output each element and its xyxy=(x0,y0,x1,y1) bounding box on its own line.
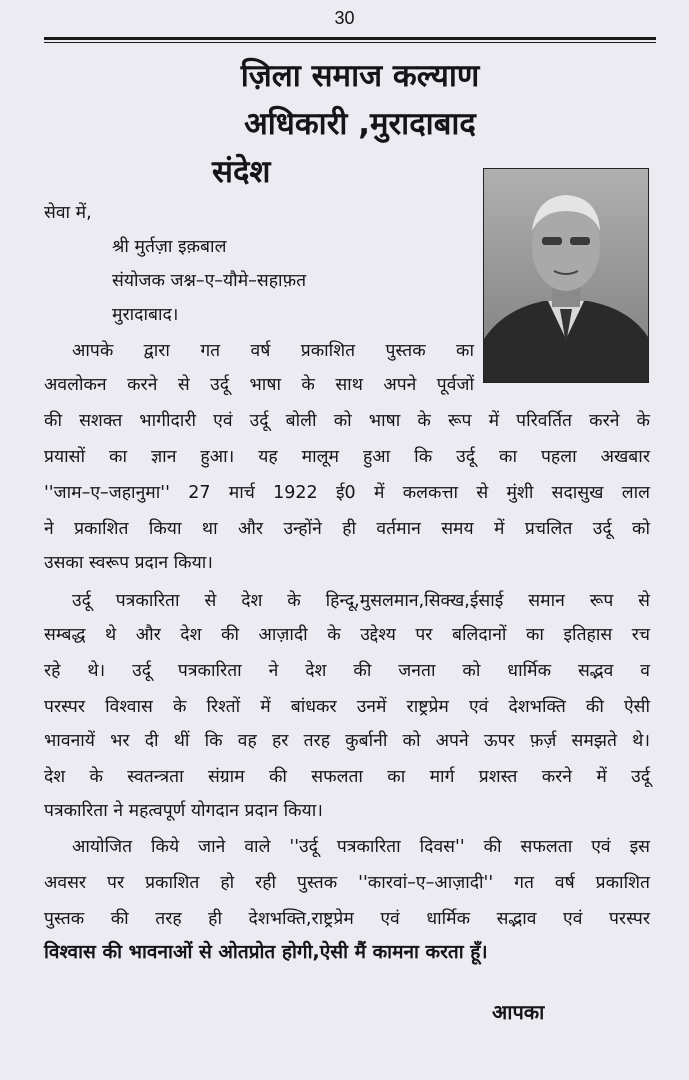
body-line: ने प्रकाशित किया था और उन्होंने ही वर्तमान समय में प्रचलित उर्दू को xyxy=(44,519,650,539)
body-line: परस्पर विश्वास के रिश्तों में बांधकर उनमें राष्ट्रप्रेम एवं देशभक्ति की ऐसी xyxy=(44,697,650,717)
body-line: उसका स्वरूप प्रदान किया। xyxy=(44,553,213,573)
message-heading: संदेश xyxy=(212,154,271,190)
title-line-2: अधिकारी ,मुरादाबाद xyxy=(244,106,476,142)
body-line: पत्रकारिता ने महत्वपूर्ण योगदान प्रदान किया। xyxy=(44,801,323,821)
recipient-name: श्री मुर्तज़ा इक़बाल xyxy=(112,237,227,257)
body-line: सम्बद्ध थे और देश की आज़ादी के उद्देश्य पर बलिदानों का इतिहास रच xyxy=(44,625,650,645)
portrait-photo xyxy=(483,168,649,383)
body-line: उर्दू पत्रकारिता से देश के हिन्दू,मुसलमान,सिक्ख,ईसाई समान रूप से xyxy=(72,591,650,611)
body-line: पुस्तक की तरह ही देशभक्ति,राष्ट्रप्रेम एवं धार्मिक सद्भाव एवं परस्पर xyxy=(44,909,650,929)
body-line: ''जाम–ए–जहानुमा'' 27 मार्च 1922 ई0 में कलकत्ता से मुंशी सदासुख लाल xyxy=(44,483,650,503)
body-line: अवलोकन करने से उर्दू भाषा के साथ अपने पूर्वजों xyxy=(44,375,474,395)
recipient-city: मुरादाबाद। xyxy=(112,305,179,325)
body-line: अवसर पर प्रकाशित हो रही पुस्तक ''कारवां–ए–आज़ादी'' गत वर्ष प्रकाशित xyxy=(44,873,650,893)
body-line: भावनायें भर दी थीं कि वह हर तरह कुर्बानी को अपने ऊपर फ़र्ज़ समझते थे। xyxy=(44,731,650,751)
body-line: आयोजित किये जाने वाले ''उर्दू पत्रकारिता दिवस'' की सफलता एवं इस xyxy=(72,837,650,857)
greeting: सेवा में, xyxy=(44,203,92,223)
body-line: रहे थे। उर्दू पत्रकारिता ने देश की जनता को धार्मिक सद्भव व xyxy=(44,661,650,681)
page-number: 30 xyxy=(334,8,355,28)
portrait-photo-icon xyxy=(484,169,648,382)
title-line-1: ज़िला समाज कल्याण xyxy=(240,58,480,94)
body-line: प्रयासों का ज्ञान हुआ। यह मालूम हुआ कि उर्दू का पहला अखबार xyxy=(44,447,650,467)
header-rule-thin xyxy=(44,42,656,43)
header-rule-thick xyxy=(44,37,656,40)
body-line: विश्वास की भावनाओं से ओतप्रोत होगी,ऐसी मैं कामना करता हूँ। xyxy=(44,941,488,963)
body-line: की सशक्त भागीदारी एवं उर्दू बोली को भाषा के रूप में परिवर्तित करने के xyxy=(44,411,650,431)
recipient-designation: संयोजक जश्न–ए–यौमे–सहाफ़त xyxy=(112,271,307,291)
signoff: आपका xyxy=(492,1000,545,1024)
body-line: देश के स्वतन्त्रता संग्राम की सफलता का मार्ग प्रशस्त करने में उर्दू xyxy=(44,767,650,787)
body-line: आपके द्वारा गत वर्ष प्रकाशित पुस्तक का xyxy=(72,341,474,361)
